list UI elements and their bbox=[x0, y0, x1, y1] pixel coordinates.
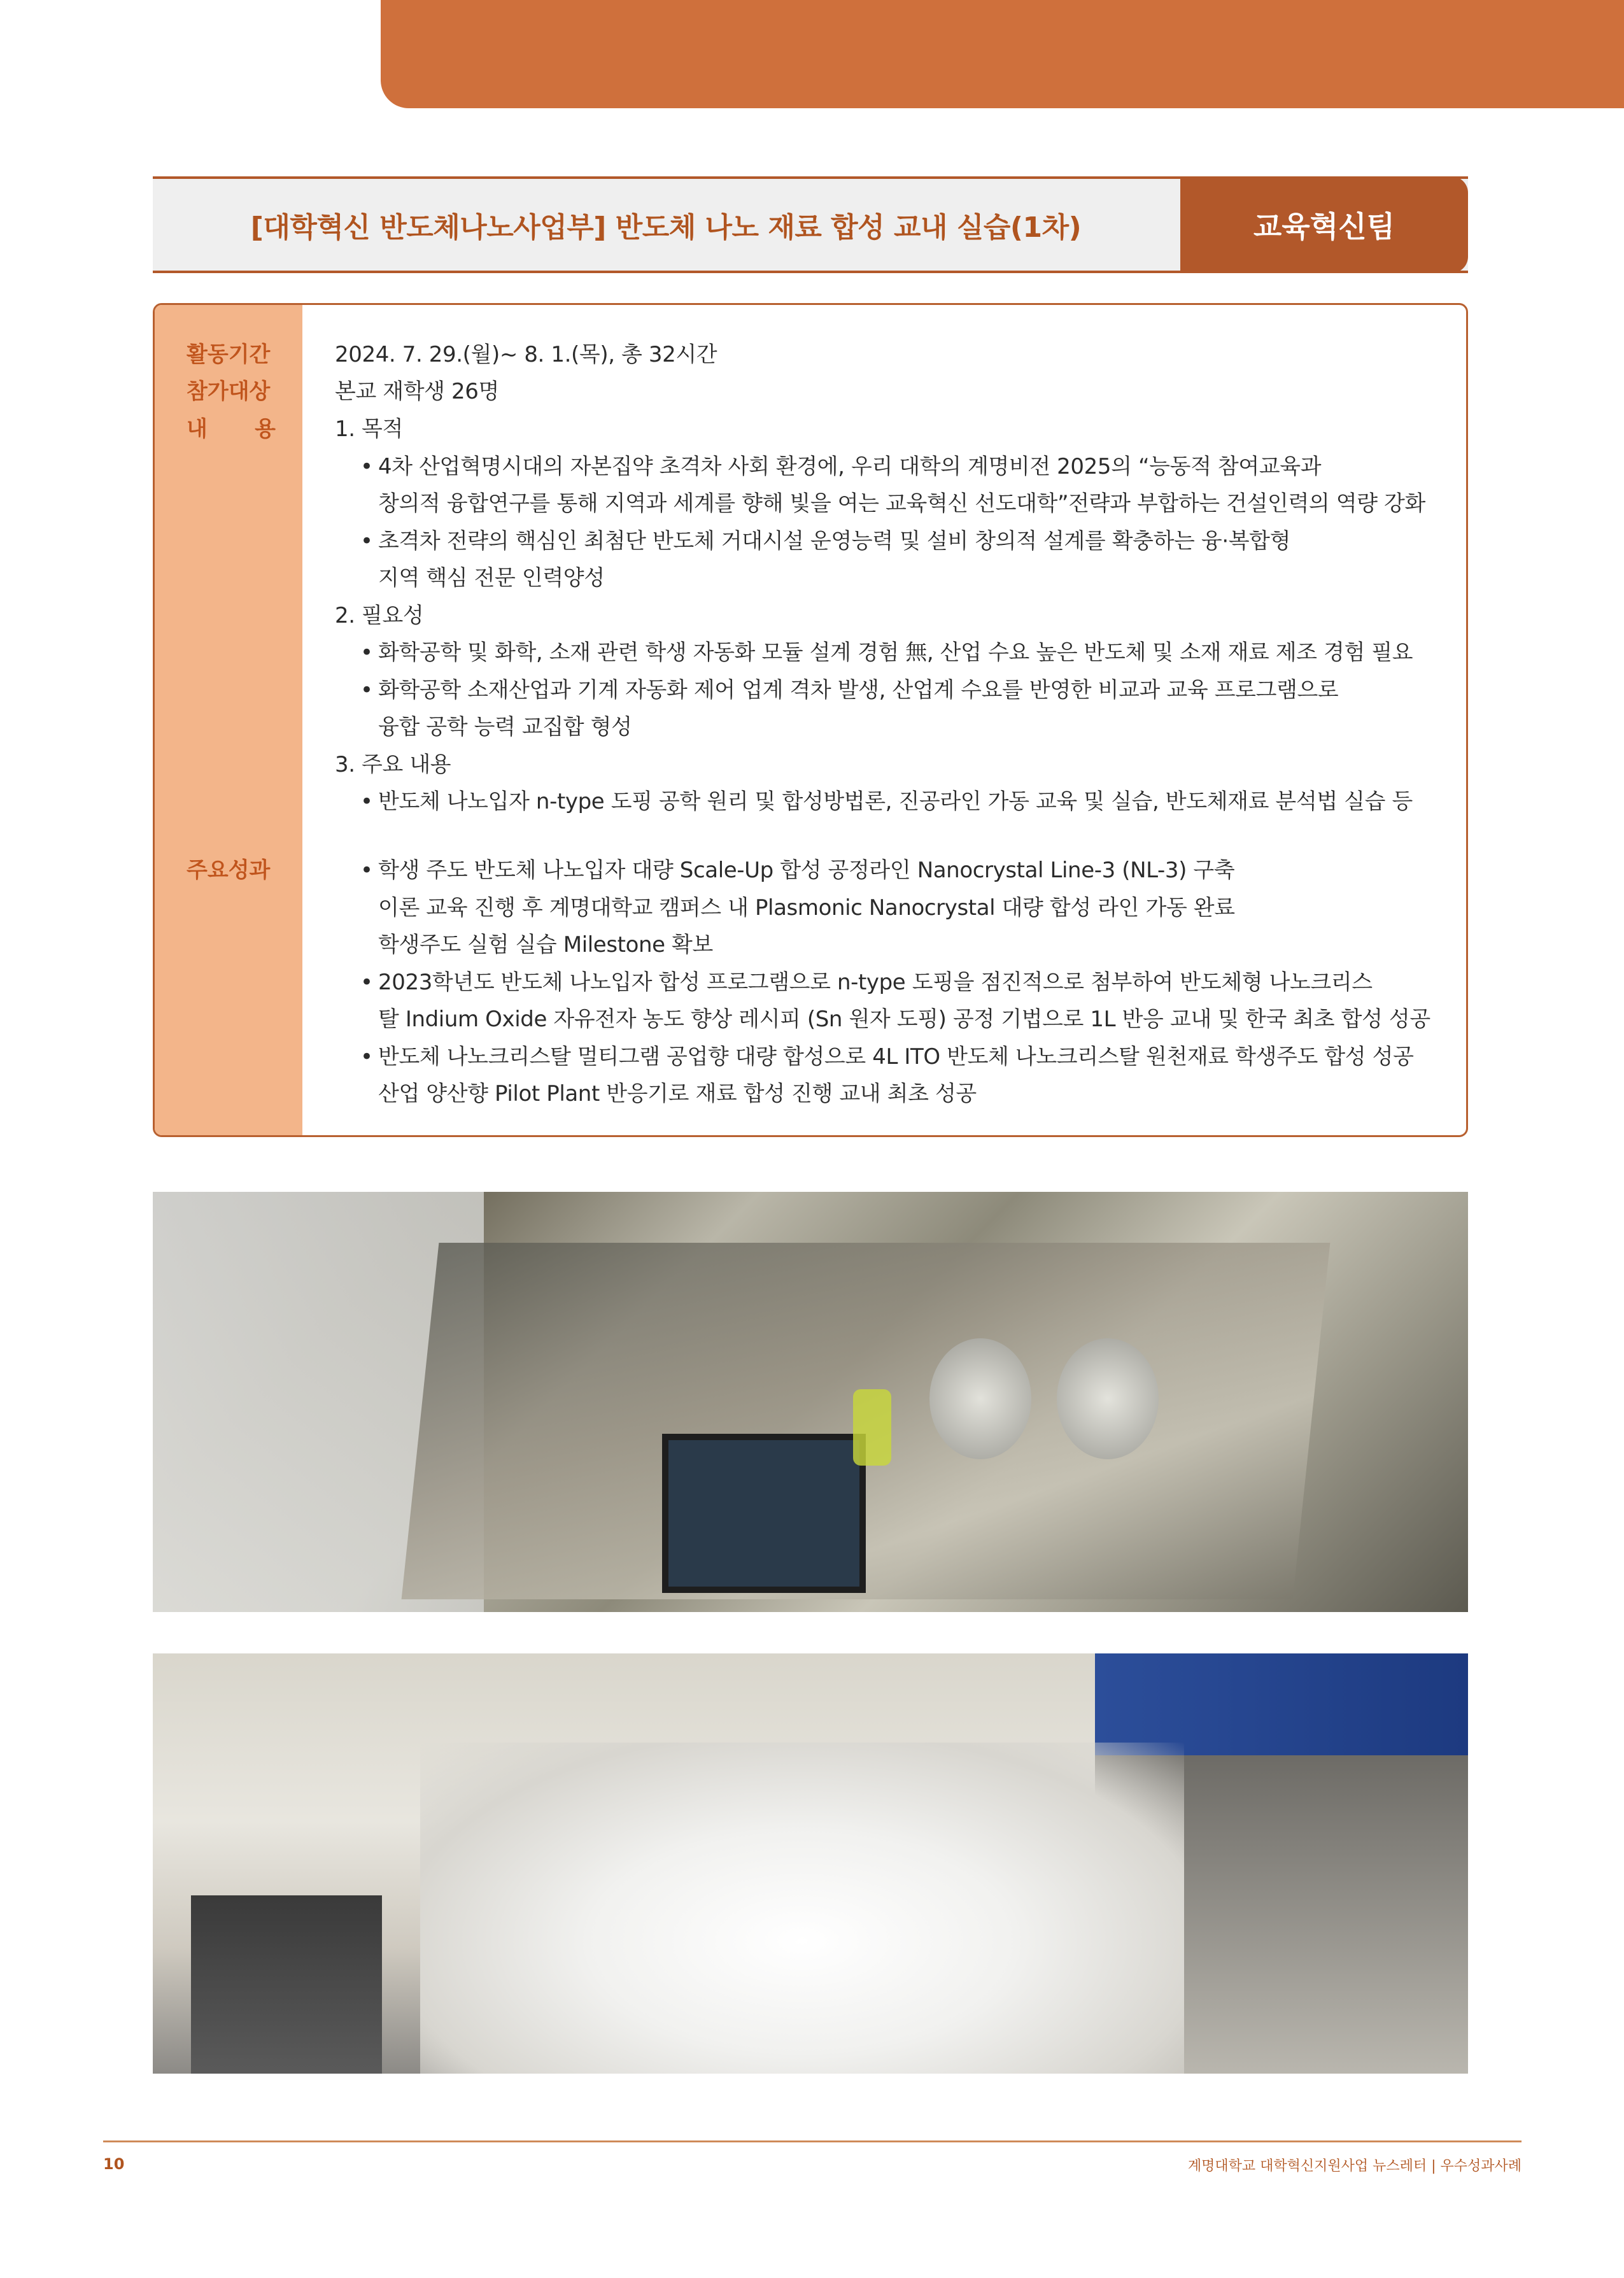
page-title: [대학혁신 반도체나노사업부] 반도체 나노 재료 합성 교내 실습(1차) bbox=[250, 211, 1082, 244]
line-text: 탈 Indium Oxide 자유전자 농도 향상 레시피 (Sn 원자 도핑) 공정 기법으로 1L 반응 교내 및 한국 최초 합성 성공 bbox=[378, 1007, 1430, 1032]
section-heading bbox=[335, 747, 451, 778]
top-decorative-tab bbox=[381, 0, 1624, 108]
label-results: 주요성과 bbox=[187, 858, 271, 883]
page-number: 10 bbox=[103, 2155, 125, 2173]
bullet-line bbox=[360, 852, 1234, 884]
bullet-line bbox=[360, 965, 1373, 996]
bullet-line bbox=[360, 523, 1290, 555]
line-text: 학생 주도 반도체 나노입자 대량 Scale-Up 합성 공정라인 Nanocrystal Line-3 (NL-3) 구축 bbox=[378, 858, 1235, 883]
line-text: 4차 산업혁명시대의 자본집약 초격차 사회 환경에, 우리 대학의 계명비전 2025의 “능동적 참여교육과 bbox=[378, 453, 1322, 479]
period-value: 2024. 7. 29.(월)~ 8. 1.(목), 총 32시간 bbox=[335, 342, 717, 367]
target-value: 본교 재학생 26명 bbox=[335, 379, 499, 404]
line-text: 창의적 융합연구를 통해 지역과 세계를 향해 빛을 여는 교육혁신 선도대학”전략과 부합하는 건설인력의 역량 강화 bbox=[378, 491, 1425, 516]
line-text: 2. 필요성 bbox=[335, 602, 424, 628]
bullet-dot-icon: • bbox=[360, 858, 373, 883]
footer-caption: 계명대학교 대학혁신지원사업 뉴스레터 | 우수성과사례 bbox=[1187, 2158, 1522, 2174]
line-text: 학생주도 실험 실습 Milestone 확보 bbox=[378, 932, 713, 958]
line-text: 화학공학 및 화학, 소재 관련 학생 자동화 모듈 설계 경험 無, 산업 수요 높은 반도체 및 소재 재료 제조 경험 필요 bbox=[378, 640, 1413, 665]
line-text: 융합 공학 능력 교집합 형성 bbox=[378, 714, 632, 740]
bullet-dot-icon: • bbox=[360, 969, 373, 995]
footer-divider bbox=[103, 2140, 1522, 2142]
label-target: 참가대상 bbox=[187, 379, 271, 404]
bullet-line bbox=[360, 1039, 1414, 1070]
bullet-dot-icon: • bbox=[360, 528, 373, 554]
label-content-char-2: 용 bbox=[255, 416, 276, 442]
continued-line bbox=[378, 890, 1235, 921]
lab-photo-fume-hood bbox=[153, 1192, 1468, 1612]
title-bar bbox=[153, 176, 1468, 273]
continued-line bbox=[378, 560, 605, 591]
label-content-char-1: 내 bbox=[187, 416, 208, 442]
section-heading bbox=[335, 598, 423, 629]
line-text: 초격차 전략의 핵심인 최첨단 반도체 거대시설 운영능력 및 설비 창의적 설계를 확충하는 융·복합형 bbox=[378, 528, 1291, 554]
line-text: 지역 핵심 전문 인력양성 bbox=[378, 565, 605, 591]
line-text: 반도체 나노입자 n-type 도핑 공학 원리 및 합성방법론, 진공라인 가동 교육 및 실습, 반도체재료 분석법 실습 등 bbox=[378, 789, 1413, 814]
team-badge: 교육혁신팀 bbox=[1180, 176, 1468, 273]
bullet-line bbox=[360, 784, 1413, 815]
continued-line bbox=[378, 709, 632, 740]
continued-line bbox=[378, 1001, 1430, 1033]
label-content bbox=[187, 411, 276, 442]
line-text: 1. 목적 bbox=[335, 416, 403, 442]
info-box bbox=[153, 303, 1468, 1137]
section-heading bbox=[335, 411, 403, 442]
bullet-line bbox=[360, 672, 1338, 704]
line-text: 3. 주요 내용 bbox=[335, 751, 451, 777]
continued-line bbox=[378, 927, 713, 958]
line-text: 이론 교육 진행 후 계명대학교 캠퍼스 내 Plasmonic Nanocrystal 대량 합성 라인 가동 완료 bbox=[378, 895, 1235, 921]
bullet-dot-icon: • bbox=[360, 677, 373, 703]
bullet-dot-icon: • bbox=[360, 789, 373, 814]
bullet-dot-icon: • bbox=[360, 1043, 373, 1070]
continued-line bbox=[378, 486, 1425, 517]
continued-line bbox=[378, 1076, 977, 1107]
bullet-line bbox=[360, 449, 1321, 480]
bullet-dot-icon: • bbox=[360, 453, 373, 479]
line-text: 2023학년도 반도체 나노입자 합성 프로그램으로 n-type 도핑을 점진적으로 첨부하여 반도체형 나노크리스 bbox=[378, 969, 1373, 995]
line-text: 화학공학 소재산업과 기계 자동화 제어 업계 격차 발생, 산업계 수요를 반영한 비교과 교육 프로그램으로 bbox=[378, 677, 1339, 703]
bullet-line bbox=[360, 635, 1413, 666]
group-photo-students bbox=[153, 1653, 1468, 2074]
bullet-dot-icon: • bbox=[360, 640, 373, 665]
label-column bbox=[155, 305, 302, 1135]
label-period: 활동기간 bbox=[187, 342, 271, 367]
line-text: 반도체 나노크리스탈 멀티그램 공업향 대량 합성으로 4L ITO 반도체 나노크리스탈 원천재료 학생주도 합성 성공 bbox=[378, 1043, 1414, 1070]
line-text: 산업 양산향 Pilot Plant 반응기로 재료 합성 진행 교내 최초 성공 bbox=[378, 1081, 977, 1107]
